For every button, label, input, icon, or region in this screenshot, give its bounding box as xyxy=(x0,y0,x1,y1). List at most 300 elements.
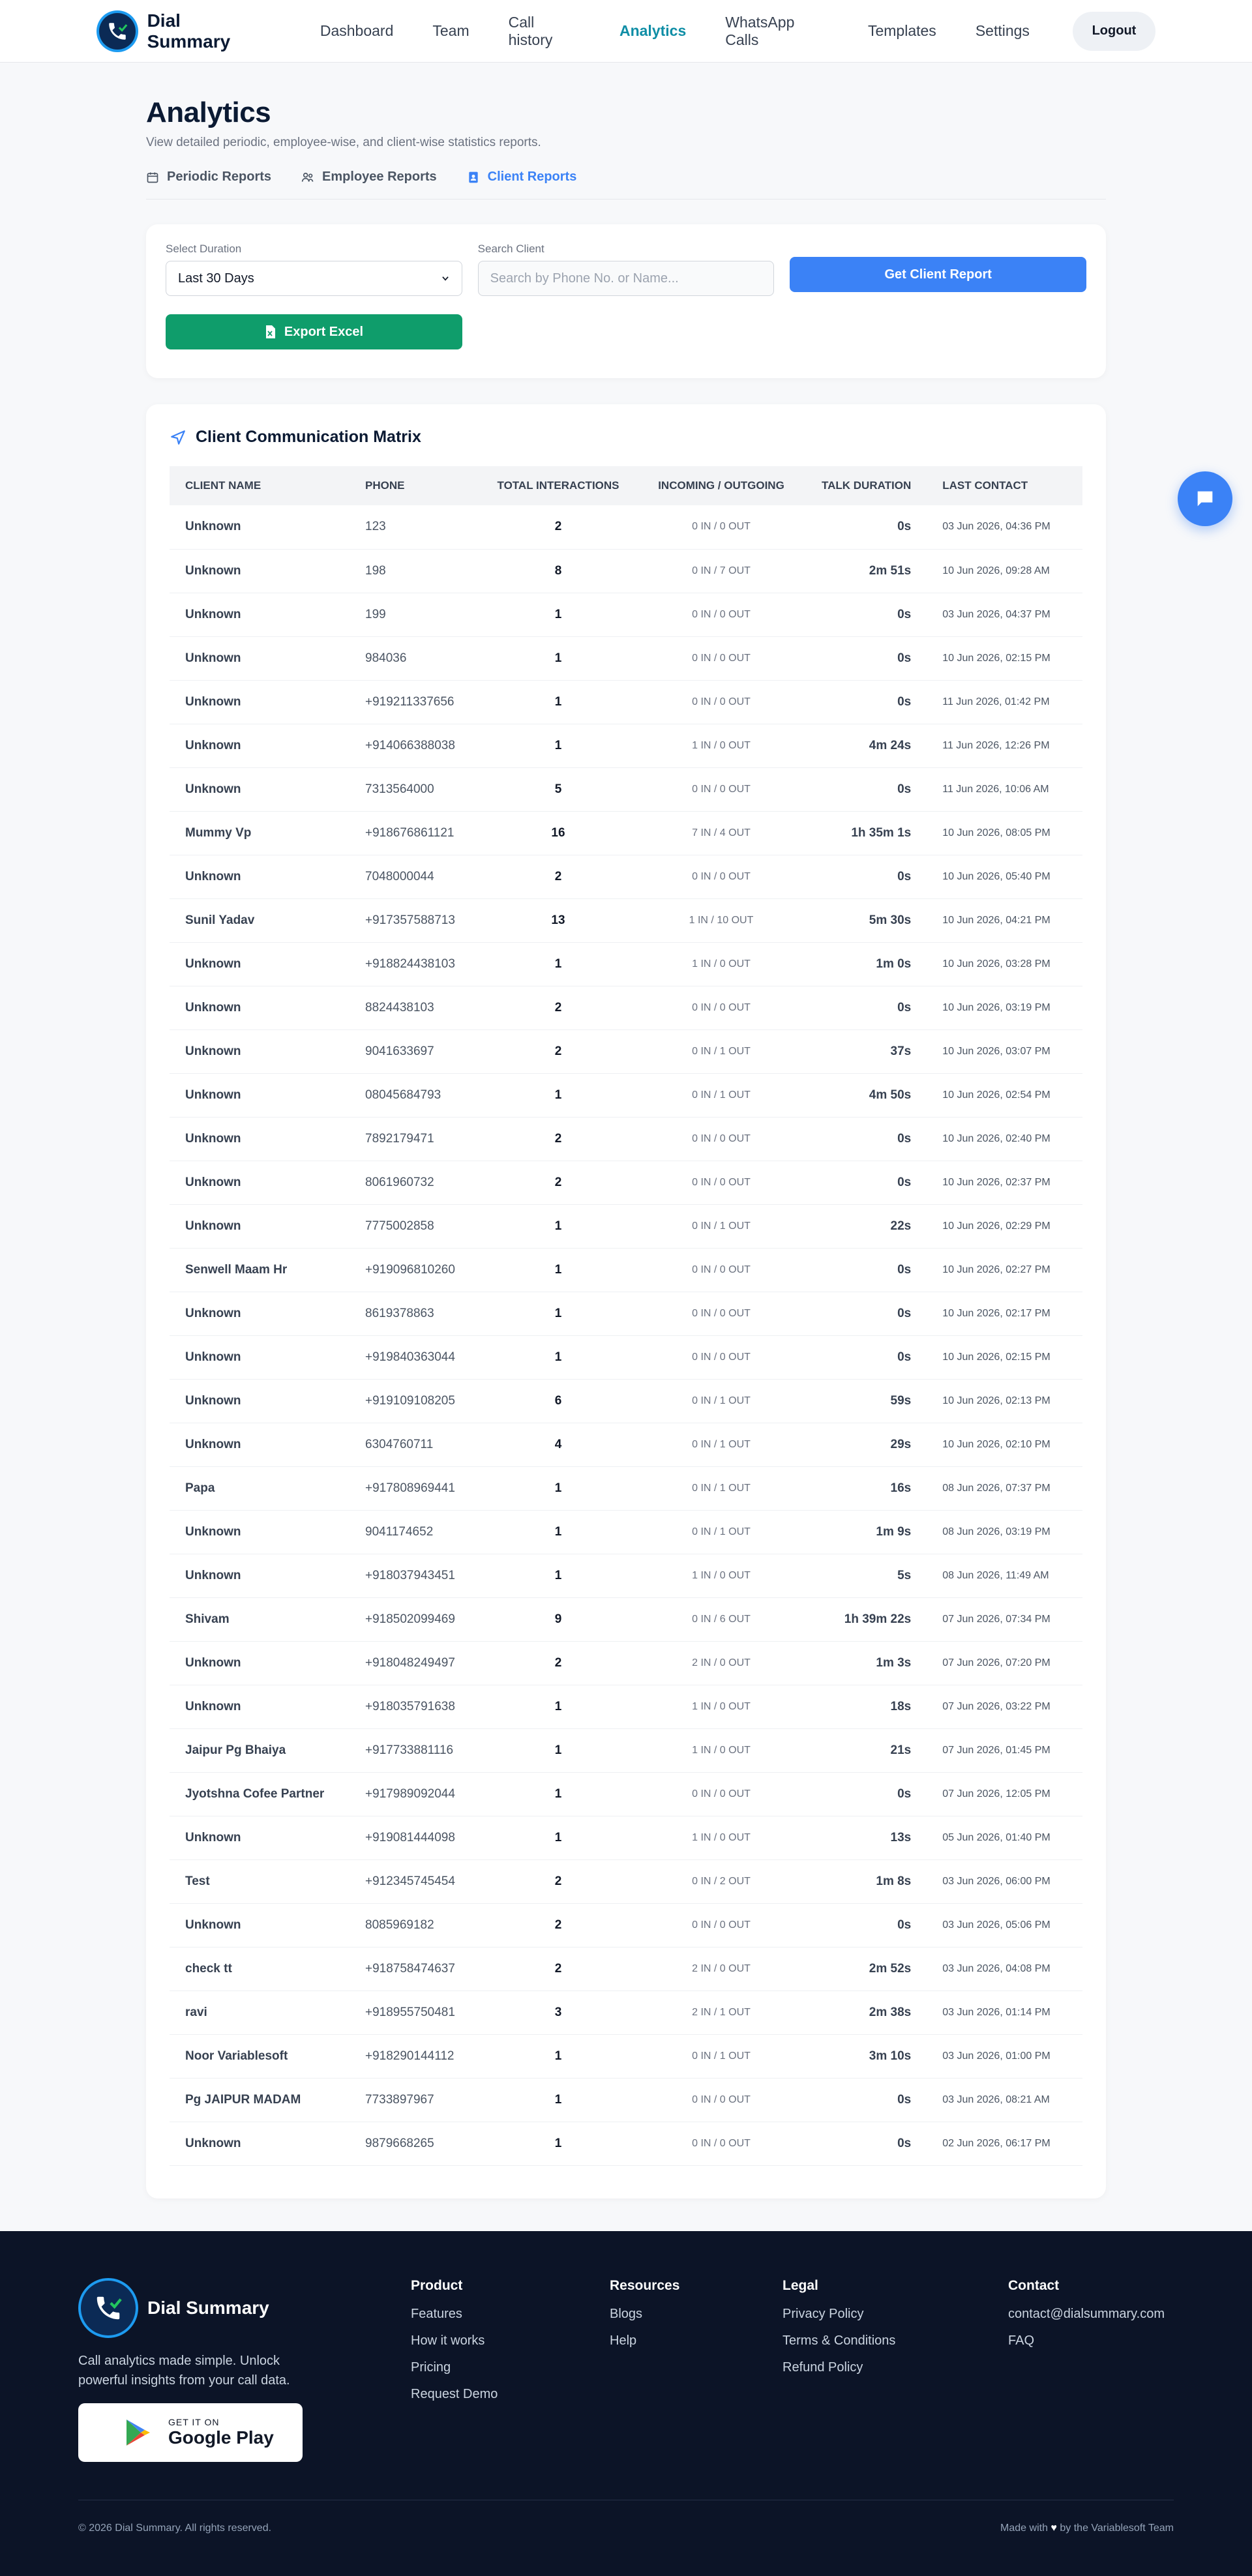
brand[interactable] xyxy=(97,10,268,52)
table-row[interactable] xyxy=(170,855,1082,898)
table-row[interactable] xyxy=(170,1816,1082,1859)
table-row[interactable] xyxy=(170,2122,1082,2165)
talk-duration-cell: 0s xyxy=(806,1248,927,1292)
last-contact-cell: 10 Jun 2026, 02:17 PM xyxy=(927,1292,1082,1335)
total-interactions-cell: 2 xyxy=(480,1947,636,1991)
users-icon xyxy=(301,171,314,184)
talk-duration-cell: 0s xyxy=(806,986,927,1029)
phone-cell: +912345745454 xyxy=(350,1859,480,1903)
last-contact-cell: 10 Jun 2026, 02:15 PM xyxy=(927,636,1082,680)
table-row[interactable] xyxy=(170,1991,1082,2034)
footer-col-product xyxy=(411,2278,610,2462)
total-interactions-cell: 1 xyxy=(480,1466,636,1510)
total-interactions-cell: 1 xyxy=(480,1510,636,1554)
table-row[interactable] xyxy=(170,1423,1082,1466)
talk-duration-cell: 1m 3s xyxy=(806,1641,927,1685)
footer-description: Call analytics made simple. Unlock powerful insights from your call data. xyxy=(78,2353,290,2388)
total-interactions-cell: 1 xyxy=(480,1728,636,1772)
incoming-outgoing-cell: 0 IN / 1 OUT xyxy=(636,1073,806,1117)
table-row[interactable] xyxy=(170,767,1082,811)
incoming-outgoing-cell: 0 IN / 6 OUT xyxy=(636,1597,806,1641)
total-interactions-cell: 2 xyxy=(480,1903,636,1947)
talk-duration-cell: 21s xyxy=(806,1728,927,1772)
last-contact-cell: 03 Jun 2026, 06:00 PM xyxy=(927,1859,1082,1903)
client-name-cell: Unknown xyxy=(170,1554,350,1597)
phone-cell: 7048000044 xyxy=(350,855,480,898)
total-interactions-cell: 8 xyxy=(480,549,636,593)
footer-link-refund[interactable]: Refund Policy xyxy=(782,2360,863,2375)
chat-button[interactable] xyxy=(1178,471,1232,526)
table-row[interactable] xyxy=(170,1772,1082,1816)
footer-link-help[interactable]: Help xyxy=(610,2333,637,2348)
table-row[interactable] xyxy=(170,549,1082,593)
talk-duration-cell: 16s xyxy=(806,1466,927,1510)
nav-team[interactable]: Team xyxy=(432,22,470,39)
table-row[interactable] xyxy=(170,1685,1082,1728)
duration-label: Select Duration xyxy=(166,243,242,255)
tab-label: Client Reports xyxy=(487,170,577,184)
total-interactions-cell: 1 xyxy=(480,636,636,680)
talk-duration-cell: 0s xyxy=(806,1903,927,1947)
total-interactions-cell: 9 xyxy=(480,1597,636,1641)
phone-cell: +918290144112 xyxy=(350,2034,480,2078)
incoming-outgoing-cell: 0 IN / 0 OUT xyxy=(636,505,806,549)
last-contact-cell: 03 Jun 2026, 01:14 PM xyxy=(927,1991,1082,2034)
phone-cell: +918758474637 xyxy=(350,1947,480,1991)
get-client-report-button[interactable]: Get Client Report xyxy=(790,257,1086,292)
nav-settings[interactable]: Settings xyxy=(975,22,1030,39)
client-name-cell: Noor Variablesoft xyxy=(170,2034,350,2078)
last-contact-cell: 08 Jun 2026, 03:19 PM xyxy=(927,1510,1082,1554)
incoming-outgoing-cell: 1 IN / 0 OUT xyxy=(636,1685,806,1728)
footer-brand[interactable] xyxy=(78,2278,411,2338)
phone-cell: +918824438103 xyxy=(350,942,480,986)
client-name-cell: Unknown xyxy=(170,1161,350,1204)
phone-cell: 984036 xyxy=(350,636,480,680)
tab-periodic-reports[interactable] xyxy=(146,170,271,185)
client-name-cell: Unknown xyxy=(170,1510,350,1554)
total-interactions-cell: 1 xyxy=(480,1772,636,1816)
talk-duration-cell: 0s xyxy=(806,505,927,549)
incoming-outgoing-cell: 7 IN / 4 OUT xyxy=(636,811,806,855)
incoming-outgoing-cell: 0 IN / 0 OUT xyxy=(636,1292,806,1335)
client-name-cell: Unknown xyxy=(170,593,350,636)
client-name-cell: Unknown xyxy=(170,1204,350,1248)
phone-cell: 8619378863 xyxy=(350,1292,480,1335)
table-row[interactable] xyxy=(170,1728,1082,1772)
made-with-suffix: by the Variablesoft Team xyxy=(1060,2522,1174,2534)
talk-duration-cell: 0s xyxy=(806,1292,927,1335)
client-name-cell: Papa xyxy=(170,1466,350,1510)
table-row[interactable] xyxy=(170,1029,1082,1073)
last-contact-cell: 10 Jun 2026, 02:29 PM xyxy=(927,1204,1082,1248)
logo-icon xyxy=(97,10,138,52)
phone-cell: 9041174652 xyxy=(350,1510,480,1554)
client-name-cell: Unknown xyxy=(170,636,350,680)
table-row[interactable] xyxy=(170,2034,1082,2078)
google-play-icon xyxy=(125,2418,151,2447)
table-row[interactable] xyxy=(170,1597,1082,1641)
talk-duration-cell: 0s xyxy=(806,593,927,636)
incoming-outgoing-cell: 0 IN / 1 OUT xyxy=(636,1029,806,1073)
table-row[interactable] xyxy=(170,1117,1082,1161)
copyright: © 2026 Dial Summary. All rights reserved. xyxy=(78,2522,272,2534)
client-name-cell: Unknown xyxy=(170,680,350,724)
logout-button[interactable]: Logout xyxy=(1073,12,1155,51)
phone-cell: +917733881116 xyxy=(350,1728,480,1772)
tab-label: Periodic Reports xyxy=(167,170,272,184)
table-header-row xyxy=(170,466,1082,505)
tab-employee-reports[interactable] xyxy=(301,170,437,185)
col-phone[interactable]: PHONE xyxy=(350,466,480,505)
footer-link-features[interactable]: Features xyxy=(411,2306,462,2321)
phone-cell: 7775002858 xyxy=(350,1204,480,1248)
total-interactions-cell: 1 xyxy=(480,724,636,767)
last-contact-cell: 03 Jun 2026, 08:21 AM xyxy=(927,2078,1082,2122)
incoming-outgoing-cell: 0 IN / 1 OUT xyxy=(636,1379,806,1423)
total-interactions-cell: 5 xyxy=(480,767,636,811)
incoming-outgoing-cell: 0 IN / 0 OUT xyxy=(636,1335,806,1379)
footer-link-email[interactable]: contact@dialsummary.com xyxy=(1008,2306,1165,2321)
incoming-outgoing-cell: 0 IN / 0 OUT xyxy=(636,680,806,724)
search-input[interactable]: Search by Phone No. or Name... xyxy=(478,261,775,296)
incoming-outgoing-cell: 0 IN / 1 OUT xyxy=(636,2034,806,2078)
footer-col-resources xyxy=(610,2278,782,2462)
table-row[interactable] xyxy=(170,1510,1082,1554)
incoming-outgoing-cell: 0 IN / 1 OUT xyxy=(636,1510,806,1554)
total-interactions-cell: 2 xyxy=(480,1029,636,1073)
total-interactions-cell: 1 xyxy=(480,1204,636,1248)
excel-file-icon xyxy=(265,325,276,338)
table-row[interactable] xyxy=(170,1641,1082,1685)
talk-duration-cell: 0s xyxy=(806,2122,927,2165)
last-contact-cell: 10 Jun 2026, 09:28 AM xyxy=(927,549,1082,593)
last-contact-cell: 03 Jun 2026, 05:06 PM xyxy=(927,1903,1082,1947)
last-contact-cell: 08 Jun 2026, 07:37 PM xyxy=(927,1466,1082,1510)
incoming-outgoing-cell: 1 IN / 0 OUT xyxy=(636,1728,806,1772)
client-name-cell: Test xyxy=(170,1859,350,1903)
last-contact-cell: 11 Jun 2026, 01:42 PM xyxy=(927,680,1082,724)
last-contact-cell: 10 Jun 2026, 02:54 PM xyxy=(927,1073,1082,1117)
talk-duration-cell: 5m 30s xyxy=(806,898,927,942)
talk-duration-cell: 1m 8s xyxy=(806,1859,927,1903)
footer-brand-name: Dial Summary xyxy=(147,2297,269,2318)
client-name-cell: Unknown xyxy=(170,855,350,898)
talk-duration-cell: 4m 50s xyxy=(806,1073,927,1117)
table-row[interactable] xyxy=(170,898,1082,942)
phone-cell: 7892179471 xyxy=(350,1117,480,1161)
export-excel-button[interactable] xyxy=(166,314,462,349)
incoming-outgoing-cell: 0 IN / 0 OUT xyxy=(636,1772,806,1816)
client-name-cell: check tt xyxy=(170,1947,350,1991)
total-interactions-cell: 2 xyxy=(480,1161,636,1204)
phone-cell: +917808969441 xyxy=(350,1466,480,1510)
footer-link-privacy[interactable]: Privacy Policy xyxy=(782,2306,864,2321)
nav-templates[interactable]: Templates xyxy=(867,22,936,39)
talk-duration-cell: 29s xyxy=(806,1423,927,1466)
logo-icon xyxy=(78,2278,138,2338)
footer-link-pricing[interactable]: Pricing xyxy=(411,2360,451,2375)
incoming-outgoing-cell: 0 IN / 0 OUT xyxy=(636,593,806,636)
last-contact-cell: 07 Jun 2026, 07:34 PM xyxy=(927,1597,1082,1641)
last-contact-cell: 10 Jun 2026, 02:37 PM xyxy=(927,1161,1082,1204)
incoming-outgoing-cell: 0 IN / 1 OUT xyxy=(636,1466,806,1510)
col-incoming-outgoing[interactable]: INCOMING / OUTGOING xyxy=(636,466,806,505)
talk-duration-cell: 0s xyxy=(806,680,927,724)
last-contact-cell: 10 Jun 2026, 04:21 PM xyxy=(927,898,1082,942)
footer-link-terms[interactable]: Terms & Conditions xyxy=(782,2333,896,2348)
phone-cell: 9879668265 xyxy=(350,2122,480,2165)
gplay-small-text: GET IT ON xyxy=(168,2416,220,2427)
table-row[interactable] xyxy=(170,1859,1082,1903)
total-interactions-cell: 1 xyxy=(480,2078,636,2122)
phone-cell: +918037943451 xyxy=(350,1554,480,1597)
client-matrix-table xyxy=(170,466,1082,2166)
incoming-outgoing-cell: 1 IN / 0 OUT xyxy=(636,942,806,986)
talk-duration-cell: 2m 38s xyxy=(806,1991,927,2034)
col-client-name[interactable]: CLIENT NAME xyxy=(170,466,350,505)
footer-link-faq[interactable]: FAQ xyxy=(1008,2333,1035,2348)
incoming-outgoing-cell: 0 IN / 0 OUT xyxy=(636,855,806,898)
last-contact-cell: 10 Jun 2026, 02:27 PM xyxy=(927,1248,1082,1292)
table-row[interactable] xyxy=(170,1161,1082,1204)
incoming-outgoing-cell: 1 IN / 10 OUT xyxy=(636,898,806,942)
client-name-cell: Jyotshna Cofee Partner xyxy=(170,1772,350,1816)
client-name-cell: Unknown xyxy=(170,986,350,1029)
table-row[interactable] xyxy=(170,1903,1082,1947)
last-contact-cell: 07 Jun 2026, 07:20 PM xyxy=(927,1641,1082,1685)
last-contact-cell: 07 Jun 2026, 01:45 PM xyxy=(927,1728,1082,1772)
tab-client-reports[interactable] xyxy=(467,170,577,185)
made-with xyxy=(1000,2523,1174,2534)
incoming-outgoing-cell: 0 IN / 2 OUT xyxy=(636,1859,806,1903)
phone-cell: 8085969182 xyxy=(350,1903,480,1947)
total-interactions-cell: 1 xyxy=(480,1335,636,1379)
client-name-cell: Unknown xyxy=(170,942,350,986)
phone-cell: 7313564000 xyxy=(350,767,480,811)
total-interactions-cell: 1 xyxy=(480,1292,636,1335)
total-interactions-cell: 2 xyxy=(480,1117,636,1161)
last-contact-cell: 10 Jun 2026, 02:40 PM xyxy=(927,1117,1082,1161)
tab-label: Employee Reports xyxy=(322,170,437,184)
phone-cell: +919840363044 xyxy=(350,1335,480,1379)
table-row[interactable] xyxy=(170,1073,1082,1117)
client-name-cell: Unknown xyxy=(170,2122,350,2165)
last-contact-cell: 10 Jun 2026, 02:15 PM xyxy=(927,1335,1082,1379)
total-interactions-cell: 1 xyxy=(480,593,636,636)
table-row[interactable] xyxy=(170,724,1082,767)
incoming-outgoing-cell: 0 IN / 7 OUT xyxy=(636,549,806,593)
last-contact-cell: 07 Jun 2026, 12:05 PM xyxy=(927,1772,1082,1816)
table-row[interactable] xyxy=(170,680,1082,724)
footer-col-contact xyxy=(1008,2278,1165,2462)
phone-cell: +918048249497 xyxy=(350,1641,480,1685)
phone-cell: 8824438103 xyxy=(350,986,480,1029)
talk-duration-cell: 1h 35m 1s xyxy=(806,811,927,855)
table-row[interactable] xyxy=(170,986,1082,1029)
col-last-contact[interactable]: LAST CONTACT xyxy=(927,466,1082,505)
talk-duration-cell: 3m 10s xyxy=(806,2034,927,2078)
total-interactions-cell: 1 xyxy=(480,1073,636,1117)
incoming-outgoing-cell: 2 IN / 0 OUT xyxy=(636,1641,806,1685)
last-contact-cell: 11 Jun 2026, 12:26 PM xyxy=(927,724,1082,767)
search-label: Search Client xyxy=(477,243,544,255)
incoming-outgoing-cell: 1 IN / 0 OUT xyxy=(636,724,806,767)
last-contact-cell: 11 Jun 2026, 10:06 AM xyxy=(927,767,1082,811)
talk-duration-cell: 59s xyxy=(806,1379,927,1423)
last-contact-cell: 10 Jun 2026, 02:13 PM xyxy=(927,1379,1082,1423)
contact-card-icon xyxy=(467,171,480,184)
main-content xyxy=(146,96,1106,2198)
phone-cell: 123 xyxy=(350,505,480,549)
table-row[interactable] xyxy=(170,1292,1082,1335)
incoming-outgoing-cell: 0 IN / 0 OUT xyxy=(636,2078,806,2122)
client-name-cell: Unknown xyxy=(170,1379,350,1423)
phone-cell: +919081444098 xyxy=(350,1816,480,1859)
phone-cell: +918035791638 xyxy=(350,1685,480,1728)
google-play-badge[interactable] xyxy=(78,2403,303,2462)
last-contact-cell: 03 Jun 2026, 01:00 PM xyxy=(927,2034,1082,2078)
col-total-interactions[interactable]: TOTAL INTERACTIONS xyxy=(480,466,636,505)
total-interactions-cell: 2 xyxy=(480,1641,636,1685)
incoming-outgoing-cell: 0 IN / 0 OUT xyxy=(636,1248,806,1292)
phone-cell: +917989092044 xyxy=(350,1772,480,1816)
last-contact-cell: 10 Jun 2026, 08:05 PM xyxy=(927,811,1082,855)
client-name-cell: Unknown xyxy=(170,1073,350,1117)
nav-whatsapp-calls[interactable]: WhatsApp Calls xyxy=(725,13,795,48)
total-interactions-cell: 1 xyxy=(480,1816,636,1859)
client-name-cell: Unknown xyxy=(170,1335,350,1379)
chat-icon xyxy=(1194,488,1216,510)
last-contact-cell: 02 Jun 2026, 06:17 PM xyxy=(927,2122,1082,2165)
duration-value: Last 30 Days xyxy=(178,271,254,286)
table-row[interactable] xyxy=(170,1248,1082,1292)
total-interactions-cell: 6 xyxy=(480,1379,636,1423)
client-name-cell: ravi xyxy=(170,1991,350,2034)
filter-panel xyxy=(146,224,1106,378)
table-row[interactable] xyxy=(170,1947,1082,1991)
talk-duration-cell: 0s xyxy=(806,855,927,898)
page-title: Analytics xyxy=(146,96,271,128)
table-row[interactable] xyxy=(170,1335,1082,1379)
footer-col-title: Resources xyxy=(610,2277,680,2293)
heart-icon: ♥ xyxy=(1051,2522,1057,2534)
nav-analytics[interactable]: Analytics xyxy=(619,22,687,39)
talk-duration-cell: 1h 39m 22s xyxy=(806,1597,927,1641)
incoming-outgoing-cell: 0 IN / 1 OUT xyxy=(636,1423,806,1466)
client-name-cell: Unknown xyxy=(170,1816,350,1859)
brand-name: Dial Summary xyxy=(147,10,231,52)
total-interactions-cell: 16 xyxy=(480,811,636,855)
last-contact-cell: 03 Jun 2026, 04:37 PM xyxy=(927,593,1082,636)
talk-duration-cell: 0s xyxy=(806,2078,927,2122)
matrix-title: Client Communication Matrix xyxy=(196,428,421,446)
table-row[interactable] xyxy=(170,593,1082,636)
nav-call-history[interactable]: Call history xyxy=(508,13,553,48)
client-name-cell: Unknown xyxy=(170,1903,350,1947)
incoming-outgoing-cell: 0 IN / 0 OUT xyxy=(636,767,806,811)
client-name-cell: Mummy Vp xyxy=(170,811,350,855)
phone-cell: 6304760711 xyxy=(350,1423,480,1466)
last-contact-cell: 05 Jun 2026, 01:40 PM xyxy=(927,1816,1082,1859)
client-name-cell: Jaipur Pg Bhaiya xyxy=(170,1728,350,1772)
table-row[interactable] xyxy=(170,636,1082,680)
client-name-cell: Shivam xyxy=(170,1597,350,1641)
duration-select[interactable] xyxy=(166,261,462,296)
client-name-cell: Unknown xyxy=(170,1117,350,1161)
client-name-cell: Unknown xyxy=(170,724,350,767)
client-matrix-card xyxy=(146,404,1106,2198)
table-row[interactable] xyxy=(170,2078,1082,2122)
footer-col-title: Legal xyxy=(782,2277,818,2293)
talk-duration-cell: 2m 52s xyxy=(806,1947,927,1991)
client-name-cell: Unknown xyxy=(170,1029,350,1073)
total-interactions-cell: 2 xyxy=(480,855,636,898)
total-interactions-cell: 2 xyxy=(480,986,636,1029)
footer-link-request-demo[interactable]: Request Demo xyxy=(411,2386,498,2401)
table-row[interactable] xyxy=(170,1204,1082,1248)
talk-duration-cell: 0s xyxy=(806,1161,927,1204)
incoming-outgoing-cell: 1 IN / 0 OUT xyxy=(636,1816,806,1859)
talk-duration-cell: 13s xyxy=(806,1816,927,1859)
total-interactions-cell: 1 xyxy=(480,2122,636,2165)
search-field xyxy=(478,243,775,296)
talk-duration-cell: 5s xyxy=(806,1554,927,1597)
incoming-outgoing-cell: 2 IN / 1 OUT xyxy=(636,1991,806,2034)
total-interactions-cell: 1 xyxy=(480,1248,636,1292)
phone-cell: 8061960732 xyxy=(350,1161,480,1204)
talk-duration-cell: 0s xyxy=(806,1772,927,1816)
gplay-big-text: Google Play xyxy=(168,2427,274,2448)
total-interactions-cell: 2 xyxy=(480,1859,636,1903)
phone-cell: +918676861121 xyxy=(350,811,480,855)
footer-link-how-it-works[interactable]: How it works xyxy=(411,2333,485,2348)
total-interactions-cell: 13 xyxy=(480,898,636,942)
last-contact-cell: 10 Jun 2026, 05:40 PM xyxy=(927,855,1082,898)
page-subtitle: View detailed periodic, employee-wise, and client-wise statistics reports. xyxy=(146,136,541,149)
talk-duration-cell: 2m 51s xyxy=(806,549,927,593)
duration-field xyxy=(166,243,462,296)
top-navbar xyxy=(0,0,1252,63)
total-interactions-cell: 1 xyxy=(480,942,636,986)
footer-link-blogs[interactable]: Blogs xyxy=(610,2306,643,2321)
table-row[interactable] xyxy=(170,942,1082,986)
phone-cell: +919211337656 xyxy=(350,680,480,724)
table-row[interactable] xyxy=(170,1554,1082,1597)
total-interactions-cell: 4 xyxy=(480,1423,636,1466)
incoming-outgoing-cell: 1 IN / 0 OUT xyxy=(636,1554,806,1597)
incoming-outgoing-cell: 2 IN / 0 OUT xyxy=(636,1947,806,1991)
phone-cell: +918955750481 xyxy=(350,1991,480,2034)
phone-cell: +917357588713 xyxy=(350,898,480,942)
table-row[interactable] xyxy=(170,811,1082,855)
col-talk-duration[interactable]: TALK DURATION xyxy=(806,466,927,505)
last-contact-cell: 08 Jun 2026, 11:49 AM xyxy=(927,1554,1082,1597)
nav-dashboard[interactable]: Dashboard xyxy=(320,22,394,39)
table-row[interactable] xyxy=(170,1379,1082,1423)
main-menu xyxy=(301,14,1049,49)
last-contact-cell: 10 Jun 2026, 03:07 PM xyxy=(927,1029,1082,1073)
table-row[interactable] xyxy=(170,1466,1082,1510)
report-tabs xyxy=(146,170,1106,200)
incoming-outgoing-cell: 0 IN / 0 OUT xyxy=(636,2122,806,2165)
table-row[interactable] xyxy=(170,505,1082,549)
matrix-header xyxy=(170,428,1082,447)
last-contact-cell: 10 Jun 2026, 02:10 PM xyxy=(927,1423,1082,1466)
phone-cell: +919109108205 xyxy=(350,1379,480,1423)
last-contact-cell: 03 Jun 2026, 04:08 PM xyxy=(927,1947,1082,1991)
talk-duration-cell: 1m 0s xyxy=(806,942,927,986)
